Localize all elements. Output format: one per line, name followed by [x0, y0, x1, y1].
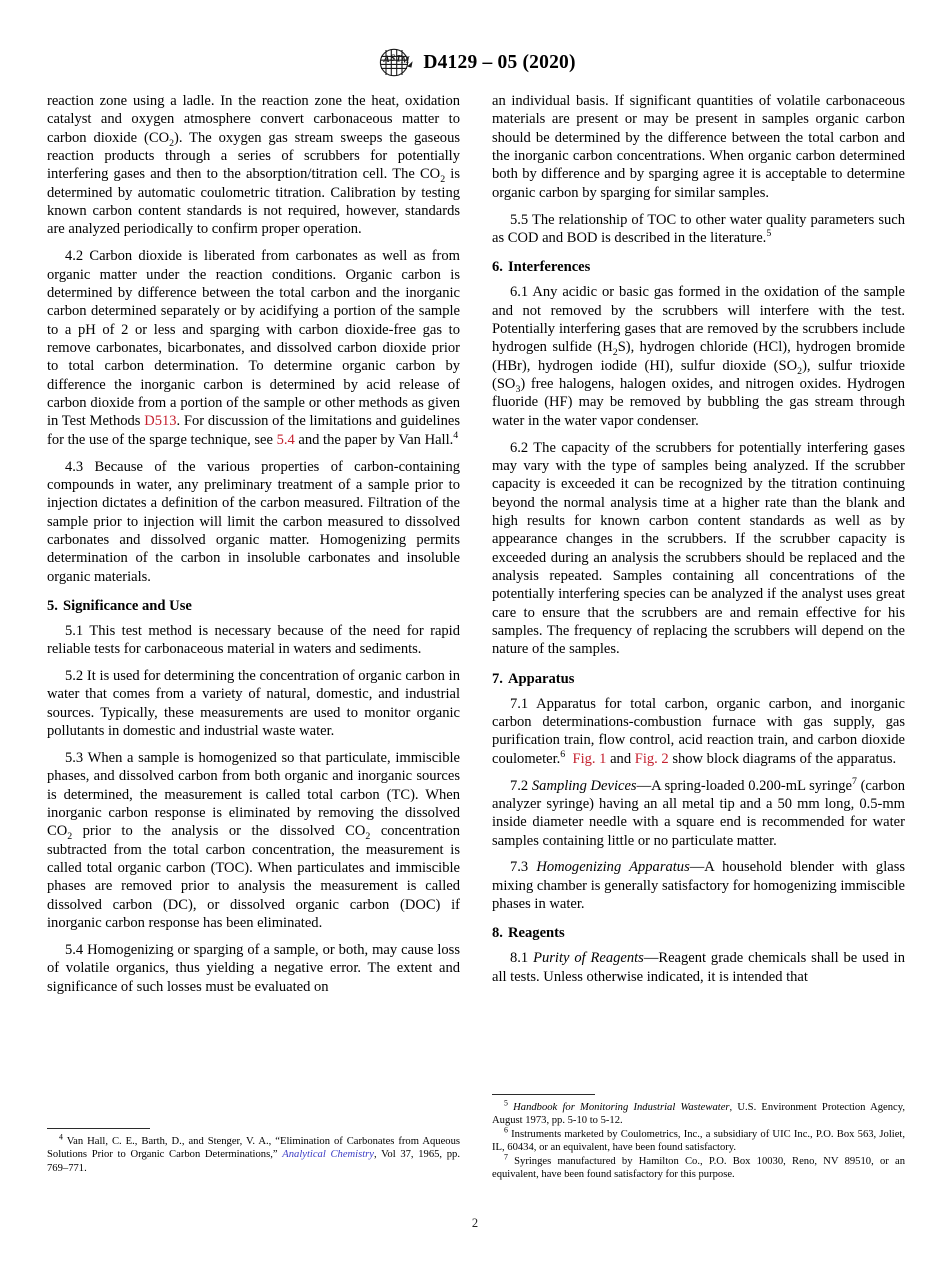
- subscript: 2: [67, 831, 73, 843]
- text-run: concentration subtracted from the total carbon concentration, the measurement is called total organic carbon (TOC). When particulates and immiscible phases are removed prior to analysis the measurement is called dissolved carbon (DC), or dissolved organic carbon (DOC) if inorganic carbon response has been eliminated.: [47, 823, 460, 932]
- footnote-marker: 6: [504, 1125, 508, 1135]
- heading-number: 8.: [492, 925, 503, 942]
- link-section-5-4[interactable]: 5.4: [276, 431, 295, 448]
- heading-number: 7.: [492, 670, 503, 687]
- link-fig-1[interactable]: Fig. 1: [572, 750, 607, 767]
- text-run: The capacity of the scrubbers for potentially interfering gases may vary with the type of samples being analyzed. If the scrubber capacity is exceeded it can be recognized by the titration continuing beyond the normal analysis time at a higher rate than the blank and high results for known carbon content standards as well as by appearance changes in the scrubbers. If the scrubber capacity is exceeded during an analysis the scrubbers should be replaced and the analysis repeated. Samples containing all concentrations of the potentially interfering species can be analyzed if the analyst uses great care to ensure that the scrubbers are and remain effective for his samples. The frequency of replacing the scrubbers will depend on the nature of the samples.: [492, 439, 905, 658]
- heading-8-reagents: [492, 924, 905, 942]
- paragraph-number: 4.3: [65, 458, 84, 475]
- paragraph-6-1: [492, 283, 905, 430]
- footnote-separator-rule: [47, 1128, 150, 1129]
- footnote-marker: 7: [504, 1152, 508, 1162]
- text-run: This test method is necessary because of the need for rapid reliable tests for carbonaceous material in waters and sediments.: [47, 622, 460, 658]
- paragraph-number: 5.4: [65, 941, 84, 958]
- text-run: Van Hall, C. E., Barth, D., and Stenger, V. A., “Elimination of Carbonates from Aqueous Solutions Prior to Organic Carbon Determinations,”: [47, 1136, 460, 1161]
- subscript: 2: [365, 831, 371, 843]
- paragraph-number: 7.2: [510, 777, 529, 794]
- text-run: The relationship of TOC to other water quality parameters such as COD and BOD is described in the literature.: [492, 211, 905, 246]
- text-run: ) free halogens, halogen oxides, and nitrogen oxides. Hydrogen fluoride (HF) may be removed by bubbling the gas stream through water in the water vapor condenser.: [492, 375, 905, 429]
- text-run: —Reagent grade chemicals shall be used in all tests. Unless otherwise indicated, it is intended that: [492, 950, 905, 985]
- term-title: Homogenizing Apparatus: [536, 859, 690, 876]
- text-run: —A household blender with glass mixing chamber is generally satisfactory for homogenizing immiscible phases in water.: [492, 859, 906, 913]
- text-run: Any acidic or basic gas formed in the oxidation of the sample and not removed by the scrubbers will interfere with the test. Potentially interfering gases that are removed by the scrubbers include hydrogen sulfide (H: [492, 284, 905, 356]
- footnote-ref-5[interactable]: 5: [766, 228, 772, 240]
- heading-number: 5.: [47, 597, 58, 614]
- svg-text:T: T: [395, 53, 402, 65]
- text-run: Homogenizing or sparging of a sample, or both, may cause loss of volatile organics, thus yielding a negative error. The extent and significance of such losses must be evaluated on: [47, 941, 460, 995]
- page-title: D4129 – 05 (2020): [423, 51, 576, 73]
- text-run: It is used for determining the concentration of organic carbon in water that comes from a variety of natural, domestic, and industrial sources. Typically, these measurements are used to monitor organic pollutants in domestic and industrial waste water.: [47, 668, 460, 740]
- footnote-7: [492, 1152, 905, 1182]
- heading-6-interferences: [492, 258, 905, 276]
- text-run: ). The oxygen gas stream sweeps the gaseous reaction products through a series of scrubbers for potentially interfering gases and then to the absorption/titration cell. The CO: [47, 129, 460, 183]
- paragraph-number: 7.3: [510, 859, 529, 876]
- paragraph-number: 5.2: [65, 668, 84, 685]
- footnote-6: [492, 1125, 905, 1155]
- heading-5-significance-and-use: [47, 597, 460, 615]
- paragraph-continued-4-1: [47, 92, 460, 239]
- subscript: 2: [440, 174, 446, 186]
- subscript: 3: [515, 383, 521, 395]
- paragraph-5-2: [47, 667, 460, 740]
- text-run: prior to the analysis or the dissolved CO: [72, 823, 366, 840]
- paragraph-number: 6.2: [510, 439, 529, 456]
- right-column: [492, 92, 905, 994]
- paragraph-5-1: [47, 622, 460, 659]
- heading-label: Apparatus: [507, 670, 575, 687]
- footnote-marker: 4: [59, 1132, 63, 1142]
- text-run: and: [606, 750, 635, 767]
- left-column-footnotes: [47, 1128, 460, 1175]
- page-header: [0, 48, 950, 82]
- link-analytical-chemistry[interactable]: Analytical Chemistry: [282, 1149, 375, 1161]
- paragraph-4-3: [47, 458, 460, 586]
- term-title: Sampling Devices: [531, 777, 637, 794]
- text-run: Carbon dioxide is liberated from carbonates as well as from organic matter under the reaction conditions. Organic carbon is determined by difference between the total carbon and the inorganic carbon determined separately or by acidifying a portion of the sample to a pH of 2 or less and sparging with carbon dioxide-free gas to remove carbonates, bicarbonates, and dissolved carbon dioxide prior to total carbon determination. To determine organic carbon by difference the inorganic carbon is determined by acid release of carbon dioxide from a portion of the sample or other methods as given in Test Methods: [47, 248, 460, 430]
- footnote-4: [47, 1132, 460, 1175]
- paragraph-number: 8.1: [510, 950, 529, 967]
- two-column-body: [47, 92, 905, 1152]
- text-run: show block diagrams of the apparatus.: [668, 750, 897, 767]
- text-run: and the paper by Van Hall.: [294, 431, 454, 448]
- footnote-ref-4[interactable]: 4: [453, 429, 459, 441]
- heading-7-apparatus: [492, 670, 905, 688]
- page-number: 2: [471, 1216, 479, 1230]
- footnote-5: [492, 1098, 905, 1128]
- text-run: Because of the various properties of carbon-containing compounds in water, any preliminary treatment of a sample prior to injection dictates a definition of the carbon measured. Filtration of the sample prior to injection will limit the carbon measured to dissolved carbonates and dissolved organic matter. Homogenizing permits determination of the carbon in insoluble carbonates and insoluble organic materials.: [47, 458, 460, 585]
- right-column-footnotes: [492, 1094, 905, 1181]
- text-run: , Vol 37, 1965, pp. 769–771.: [47, 1149, 460, 1174]
- subscript: 2: [612, 347, 618, 359]
- text-run: reaction zone using a ladle. In the reaction zone the heat, oxidation catalyst and oxygen atmosphere convert carbonaceous matter to carbon dioxide (CO: [47, 93, 460, 146]
- footnote-ref-7[interactable]: 7: [851, 775, 857, 787]
- left-column: [47, 92, 460, 1004]
- text-run: , U.S. Environment Protection Agency, August 1973, pp. 5-10 to 5-12.: [492, 1102, 905, 1127]
- text-run: —A spring-loaded 0.200-mL syringe: [636, 777, 852, 794]
- paragraph-4-2: [47, 247, 460, 449]
- text-run: Syringes manufactured by Hamilton Co., P.O. Box 10030, Reno, NV 89510, or an equivalent, have been found satisfactory for this purpose.: [492, 1155, 905, 1181]
- svg-text:S: S: [390, 53, 396, 64]
- text-run: is determined by automatic coulometric titration. Calibration by testing known carbon content standards is not required, however, standards are analyzed periodically to confirm proper operation.: [47, 166, 460, 238]
- paragraph-number: 7.1: [510, 695, 529, 712]
- svg-text:M: M: [401, 55, 410, 66]
- paragraph-number: 5.3: [65, 750, 84, 766]
- footnote-marker: 5: [504, 1098, 508, 1108]
- text-run: an individual basis. If significant quantities of volatile carbonaceous materials are present or may be present in samples organic carbon should be determined by the difference between the total carbon and the inorganic carbon concentrations. When organic carbon determined both by difference and by sparging agree it is acceptable to determine organic carbon by sparging for similar samples.: [492, 93, 905, 201]
- text-run: Instruments marketed by Coulometrics, Inc., a subsidiary of UIC Inc., P.O. Box 563, Joliet, IL, 60434, or an equivalent, have been found satisfactory.: [492, 1128, 905, 1154]
- subscript: 2: [797, 365, 803, 377]
- paragraph-number: 6.1: [510, 284, 529, 301]
- link-d513[interactable]: D513: [144, 413, 177, 430]
- text-run: ), sulfur trioxide (SO: [492, 357, 905, 392]
- paragraph-number: 5.5: [510, 211, 529, 228]
- subscript: 2: [169, 137, 175, 149]
- text-run: Apparatus for total carbon, organic carbon, and inorganic carbon determinations-combustion furnace with gas supply, gas purification train, flow control, acid reaction train, and carbon dioxide coulometer.: [492, 695, 905, 767]
- text-run: S), hydrogen chloride (HCl), hydrogen bromide (HBr), hydrogen iodide (HI), sulfur dioxide (SO: [492, 339, 905, 374]
- heading-label: Reagents: [507, 925, 565, 942]
- paragraph-5-4: [47, 941, 460, 996]
- text-run: (carbon analyzer syringe) having an all metal tip and a 50 mm long, 0.5-mm inside diameter needle with a square end is recommended for water samples containing little or no particulate matter.: [492, 777, 906, 849]
- paragraph-7-2: [492, 777, 905, 850]
- term-title: Purity of Reagents: [533, 950, 644, 967]
- heading-label: Significance and Use: [62, 597, 192, 614]
- paragraph-8-1: [492, 949, 905, 986]
- text-run: . For discussion of the limitations and guidelines for the use of the sparge technique, see: [47, 413, 460, 448]
- publication-title: Handbook for Monitoring Industrial Wastewater: [513, 1102, 730, 1113]
- paragraph-number: 5.1: [65, 622, 84, 639]
- svg-text:A: A: [383, 54, 391, 66]
- paragraph-continued-5-4: [492, 92, 905, 202]
- astm-logo-icon: [374, 48, 414, 77]
- paragraph-5-5: [492, 211, 905, 248]
- paragraph-6-2: [492, 439, 905, 659]
- heading-label: Interferences: [507, 259, 591, 276]
- paragraph-5-3: [47, 749, 460, 932]
- text-run: When a sample is homogenized so that particulate, immiscible phases, and dissolved carbon from both organic and inorganic sources is determined, the measurement is called total carbon (TC). When inorganic carbon response is eliminated by removing the dissolved CO: [47, 750, 460, 840]
- heading-number: 6.: [492, 259, 503, 276]
- footnote-ref-6[interactable]: 6: [560, 748, 566, 760]
- paragraph-7-1: [492, 695, 905, 768]
- link-fig-2[interactable]: Fig. 2: [634, 750, 669, 767]
- paragraph-7-3: [492, 858, 905, 913]
- paragraph-number: 4.2: [65, 248, 84, 265]
- footnote-separator-rule: [492, 1094, 595, 1095]
